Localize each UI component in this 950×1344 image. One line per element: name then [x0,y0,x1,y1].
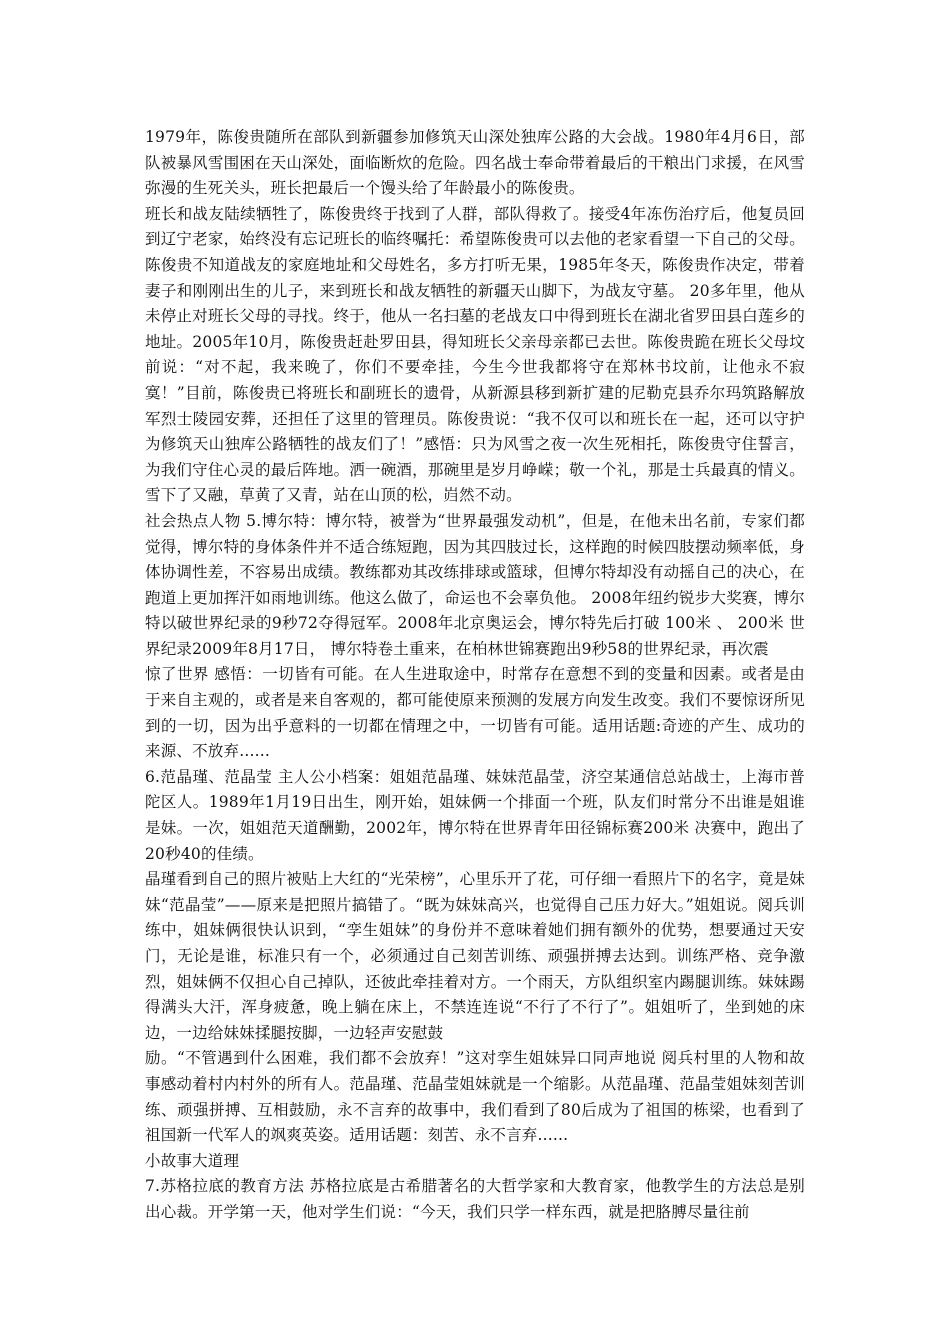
document-body [145,125,805,1226]
paragraph-socrates: 7.苏格拉底的教育方法 苏格拉底是古希腊著名的大哲学家和大教育家，他教学生的方法总是别出心裁。开学第一天，他对学生们说：“今天，我们只学一样东西，就是把胳膊尽量往前 [145,1177,805,1221]
paragraph-fan-sisters-training: 晶瑾看到自己的照片被贴上大红的“光荣榜”，心里乐开了花，可仔细一看照片下的名字，竟是妹妹“范晶莹”——原来是把照片搞错了。“既为妹妹高兴，也觉得自己压力好大。”姐姐说。阅兵训练中，姐妹俩很快认识到，“孪生姐妹”的身份并不意味着她们拥有额外的优势，想要通过天安门，无论是谁，标准只有一个，必须通过自己刻苦训练、顽强拼搏去达到。训练严格、竞争激烈，姐妹俩不仅担心自己掉队，还彼此牵挂着对方。一个雨天，方队组织室内踢腿训练。妹妹踢得满头大汗，浑身疲惫，晚上躺在床上，不禁连连说“不行了不行了”。姐姐听了，坐到她的床边，一边给妹妹揉腿按脚，一边轻声安慰鼓 [145,870,805,1042]
paragraph-chen-jungui-story: 班长和战友陆续牺牲了，陈俊贵终于找到了人群，部队得救了。接受4年冻伤治疗后，他复员回到辽宁老家，始终没有忘记班长的临终嘱托：希望陈俊贵可以去他的老家看望一下自己的父母。陈俊贵不知道战友的家庭地址和父母姓名，多方打听无果，1985年冬天，陈俊贵作决定，带着妻子和刚刚出生的儿子，来到班长和战友牺牲的新疆天山脚下，为战友守墓。 20多年里，他从未停止对班长父母的寻找。终于，他从一名扫墓的老战友口中得到班长在湖北省罗田县白莲乡的地址。2005年10月，陈俊贵赶赴罗田县，得知班长父亲母亲都已去世。陈俊贵跪在班长父母坟前说：“对不起，我来晚了，你们不要牵挂，今生今世我都将守在郑林书坟前，让他永不寂寞！”目前，陈俊贵已将班长和副班长的遗骨，从新源县移到新扩建的尼勒克县乔尔玛筑路解放军烈士陵园安葬，还担任了这里的管理员。陈俊贵说：“我不仅可以和班长在一起，还可以守护为修筑天山独库公路牺牲的战友们了！”感悟：只为风雪之夜一次生死相托，陈俊贵守住誓言，为我们守住心灵的最后阵地。洒一碗酒，那碗里是岁月峥嵘；敬一个礼，那是士兵最真的情义。雪下了又融，草黄了又青，站在山顶的松，岿然不动。 [145,204,805,505]
paragraph-bolt: 社会热点人物 5.博尔特：博尔特，被誉为“世界最强发动机”，但是，在他未出名前，专家们都觉得，博尔特的身体条件并不适合练短跑，因为其四肢过长，这样跑的时候四肢摆动频率低，身体协调性差，不容易出成绩。教练都劝其改练排球或篮球，但博尔特却没有动摇自己的决心，在跑道上更加挥汗如雨地训练。他这么做了，命运也不会辜负他。 2008年纽约锐步大奖赛，博尔特以破世界纪录的9秒72夺得冠军。2008年北京奥运会，博尔特先后打破 100米 、 200米 世界纪录2009年8月17日， 博尔特卷土重来，在柏林世锦赛跑出9秒58的世界纪录，再次震 [145,511,805,658]
section-heading-small-stories: 小故事大道理 [145,1151,240,1170]
paragraph-fan-sisters-insight: 励。“不管遇到什么困难，我们都不会放弃！”这对孪生姐妹异口同声地说 阅兵村里的人物和故事感动着村内村外的所有人。范晶瑾、范晶莹姐妹就是一个缩影。从范晶瑾、范晶莹姐妹刻苦训练、顽强拼搏、互相鼓励，永不言弃的故事中，我们看到了80后成为了祖国的栋梁，也看到了祖国新一代军人的飒爽英姿。适用话题：刻苦、永不言弃...... [145,1049,805,1145]
paragraph-bolt-insight: 惊了世界 感悟：一切皆有可能。在人生进取途中，时常存在意想不到的变量和因素。或者是由于来自主观的，或者是来自客观的，都可能使原来预测的发展方向发生改变。我们不要惊讶所见到的一切，因为出乎意料的一切都在情理之中，一切皆有可能。适用话题:奇迹的产生、成功的来源、不放弃...... [145,665,805,761]
paragraph-chen-jungui-intro: 1979年，陈俊贵随所在部队到新疆参加修筑天山深处独库公路的大会战。1980年4月6日，部队被暴风雪围困在天山深处，面临断炊的危险。四名战士奉命带着最后的干粮出门求援，在风雪弥漫的生死关头，班长把最后一个馒头给了年龄最小的陈俊贵。 [145,128,805,198]
paragraph-fan-sisters-profile: 6.范晶瑾、范晶莹 主人公小档案：姐姐范晶瑾、妹妹范晶莹，济空某通信总站战士，上海市普陀区人。1989年1月19日出生，刚开始，姐妹俩一个排面一个班，队友们时常分不出谁是姐谁是妹。一次，姐姐范天道酬勤，2002年，博尔特在世界青年田径锦标赛200米 决赛中，跑出了20秒40的佳绩。 [145,767,805,863]
